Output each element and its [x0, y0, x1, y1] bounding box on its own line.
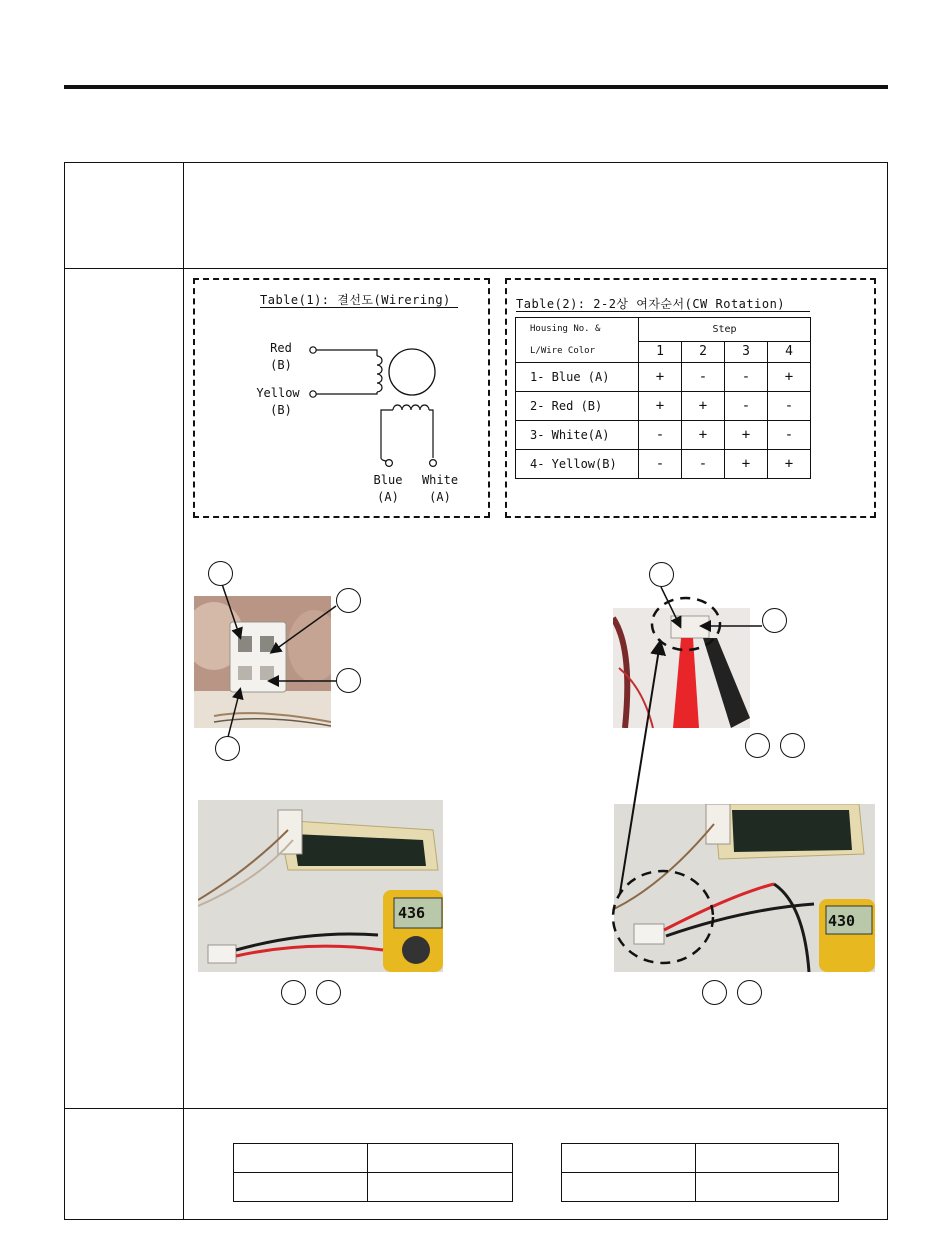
callout-marker — [208, 561, 233, 586]
label-blue: Blue — [373, 473, 403, 487]
empty-cell — [562, 1173, 696, 1202]
cell: - — [639, 450, 682, 479]
label-white: White — [421, 473, 459, 487]
table-row — [234, 1144, 513, 1173]
housing-header-line1: Housing No. & — [530, 324, 601, 334]
callout-marker — [215, 736, 240, 761]
callout-marker — [745, 733, 770, 758]
callout-marker — [762, 608, 787, 633]
cell: + — [639, 363, 682, 392]
callout-marker — [649, 562, 674, 587]
empty-cell — [696, 1173, 839, 1202]
empty-cell — [368, 1173, 513, 1202]
step-header: Step — [639, 318, 811, 342]
empty-cell — [696, 1144, 839, 1173]
empty-cell — [562, 1144, 696, 1173]
step-4: 4 — [768, 341, 811, 362]
multimeter-reading-left: 436 — [398, 904, 426, 922]
table-row — [562, 1144, 839, 1173]
cell: - — [725, 363, 768, 392]
row-label: 4- Yellow(B) — [516, 450, 639, 479]
multimeter-reading-right: 430 — [828, 912, 856, 930]
result-table-left — [233, 1143, 513, 1202]
housing-header-line2: L/Wire Color — [530, 346, 596, 356]
cell: - — [768, 421, 811, 450]
step-2: 2 — [682, 341, 725, 362]
row-label: 1- Blue (A) — [516, 363, 639, 392]
cell: - — [682, 450, 725, 479]
label-red-pole: (B) — [270, 358, 292, 372]
callout-marker — [336, 588, 361, 613]
cell: - — [682, 363, 725, 392]
sequence-table-title: Table(2): 2-2상 여자순서(CW Rotation) — [516, 297, 786, 311]
empty-cell — [234, 1144, 368, 1173]
callout-marker — [737, 980, 762, 1005]
label-yellow-pole: (B) — [270, 403, 292, 417]
label-blue-pole: (A) — [377, 490, 399, 504]
step-1: 1 — [639, 341, 682, 362]
callout-marker — [780, 733, 805, 758]
cell: + — [725, 421, 768, 450]
label-red: Red — [270, 341, 292, 355]
cell: - — [639, 421, 682, 450]
cell: + — [725, 450, 768, 479]
callout-marker — [336, 668, 361, 693]
empty-cell — [368, 1144, 513, 1173]
cell: - — [725, 392, 768, 421]
callout-marker — [702, 980, 727, 1005]
empty-cell — [234, 1173, 368, 1202]
wiring-diagram-title: Table(1): 결선도(Wirering) — [260, 293, 451, 307]
label-yellow: Yellow — [256, 386, 300, 400]
cell: + — [682, 392, 725, 421]
cell: - — [768, 392, 811, 421]
label-white-pole: (A) — [429, 490, 451, 504]
step-3: 3 — [725, 341, 768, 362]
result-table-right — [561, 1143, 839, 1202]
table-row — [562, 1173, 839, 1202]
cell: + — [639, 392, 682, 421]
row-label: 2- Red (B) — [516, 392, 639, 421]
row-label: 3- White(A) — [516, 421, 639, 450]
cell: + — [682, 421, 725, 450]
callout-marker — [316, 980, 341, 1005]
callout-marker — [281, 980, 306, 1005]
table-row — [234, 1173, 513, 1202]
cell: + — [768, 363, 811, 392]
cell: + — [768, 450, 811, 479]
